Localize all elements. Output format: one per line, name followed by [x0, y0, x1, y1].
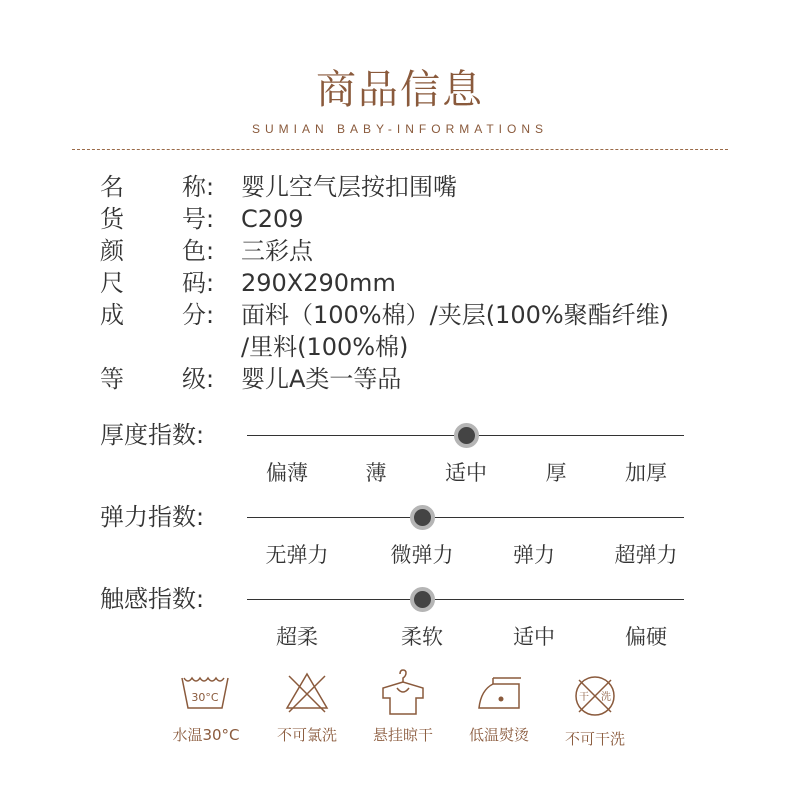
scale-track	[247, 599, 684, 600]
info-value: 婴儿空气层按扣围嘴	[241, 173, 457, 201]
info-label-left: 名	[100, 173, 124, 201]
scale-label: 触感指数:	[100, 585, 205, 613]
page-title: 商品信息	[316, 67, 484, 113]
care-label: 悬挂晾干	[372, 726, 433, 744]
wash-temp-text: 30°C	[191, 691, 219, 704]
info-label-right: 码:	[182, 269, 215, 297]
care-hang-dry	[348, 668, 458, 768]
care-label: 水温30°C	[172, 726, 240, 744]
info-value: C209	[241, 205, 304, 233]
care-label: 不可氯洗	[276, 726, 337, 744]
info-row-item-number	[100, 203, 304, 235]
info-value-continuation: /里料(100%棉)	[241, 333, 409, 361]
info-label-left: 等	[100, 365, 124, 393]
care-low-iron	[444, 668, 554, 768]
info-row-composition	[100, 299, 670, 331]
scale-option: 弹力	[513, 543, 555, 567]
info-label-right: 色:	[182, 237, 215, 265]
dry-clean-text-left: 干	[579, 692, 589, 703]
scale-track	[247, 517, 684, 518]
care-no-dry-clean	[540, 668, 650, 768]
scale-label: 弹力指数:	[100, 503, 205, 531]
info-label-right: 号:	[182, 205, 215, 233]
scale-label: 厚度指数:	[100, 421, 205, 449]
wash-30-icon	[176, 668, 236, 718]
info-label-right: 分:	[182, 301, 215, 329]
scale-option: 适中	[445, 461, 487, 485]
info-row-composition-continued	[100, 331, 409, 363]
info-label-left: 颜	[100, 237, 124, 265]
dry-clean-text-right: 洗	[601, 692, 611, 703]
care-label: 低温熨烫	[468, 726, 529, 744]
scale-knob	[454, 423, 479, 448]
info-value: 婴儿A类一等品	[241, 365, 402, 393]
info-label-left: 货	[100, 205, 124, 233]
info-row-grade	[100, 363, 402, 395]
low-iron-icon	[469, 668, 529, 718]
scale-option: 微弹力	[390, 543, 454, 567]
scale-option: 超弹力	[614, 543, 678, 567]
scale-option: 无弹力	[265, 543, 329, 567]
scale-option: 超柔	[276, 625, 318, 649]
info-label-right: 级:	[182, 365, 215, 393]
scale-option: 偏硬	[625, 625, 667, 649]
care-label: 不可干洗	[564, 730, 625, 748]
page-subtitle: SUMIAN BABY-INFORMATIONS	[251, 122, 549, 136]
care-wash-30	[151, 668, 261, 768]
no-dry-clean-icon	[565, 668, 625, 724]
dashed-divider	[72, 149, 728, 150]
info-value: 290X290mm	[241, 269, 396, 297]
scale-option: 偏薄	[266, 461, 308, 485]
info-row-size	[100, 267, 396, 299]
scale-option: 薄	[365, 461, 387, 485]
scale-option: 适中	[513, 625, 555, 649]
info-value: 面料（100%棉）/夹层(100%聚酯纤维)	[241, 301, 670, 329]
scale-option: 加厚	[625, 461, 667, 485]
scale-knob	[410, 587, 435, 612]
product-info-list	[100, 171, 670, 395]
scale-option: 厚	[545, 461, 567, 485]
hang-dry-icon	[373, 668, 433, 718]
info-row-color	[100, 235, 313, 267]
info-label-left: 尺	[100, 269, 124, 297]
info-row-name	[100, 171, 457, 203]
info-value: 三彩点	[241, 237, 313, 265]
scale-option: 柔软	[401, 625, 443, 649]
care-no-bleach	[252, 668, 362, 768]
info-label-right: 称:	[182, 173, 215, 201]
info-label-left: 成	[100, 301, 124, 329]
no-bleach-icon	[277, 668, 337, 718]
scale-knob	[410, 505, 435, 530]
